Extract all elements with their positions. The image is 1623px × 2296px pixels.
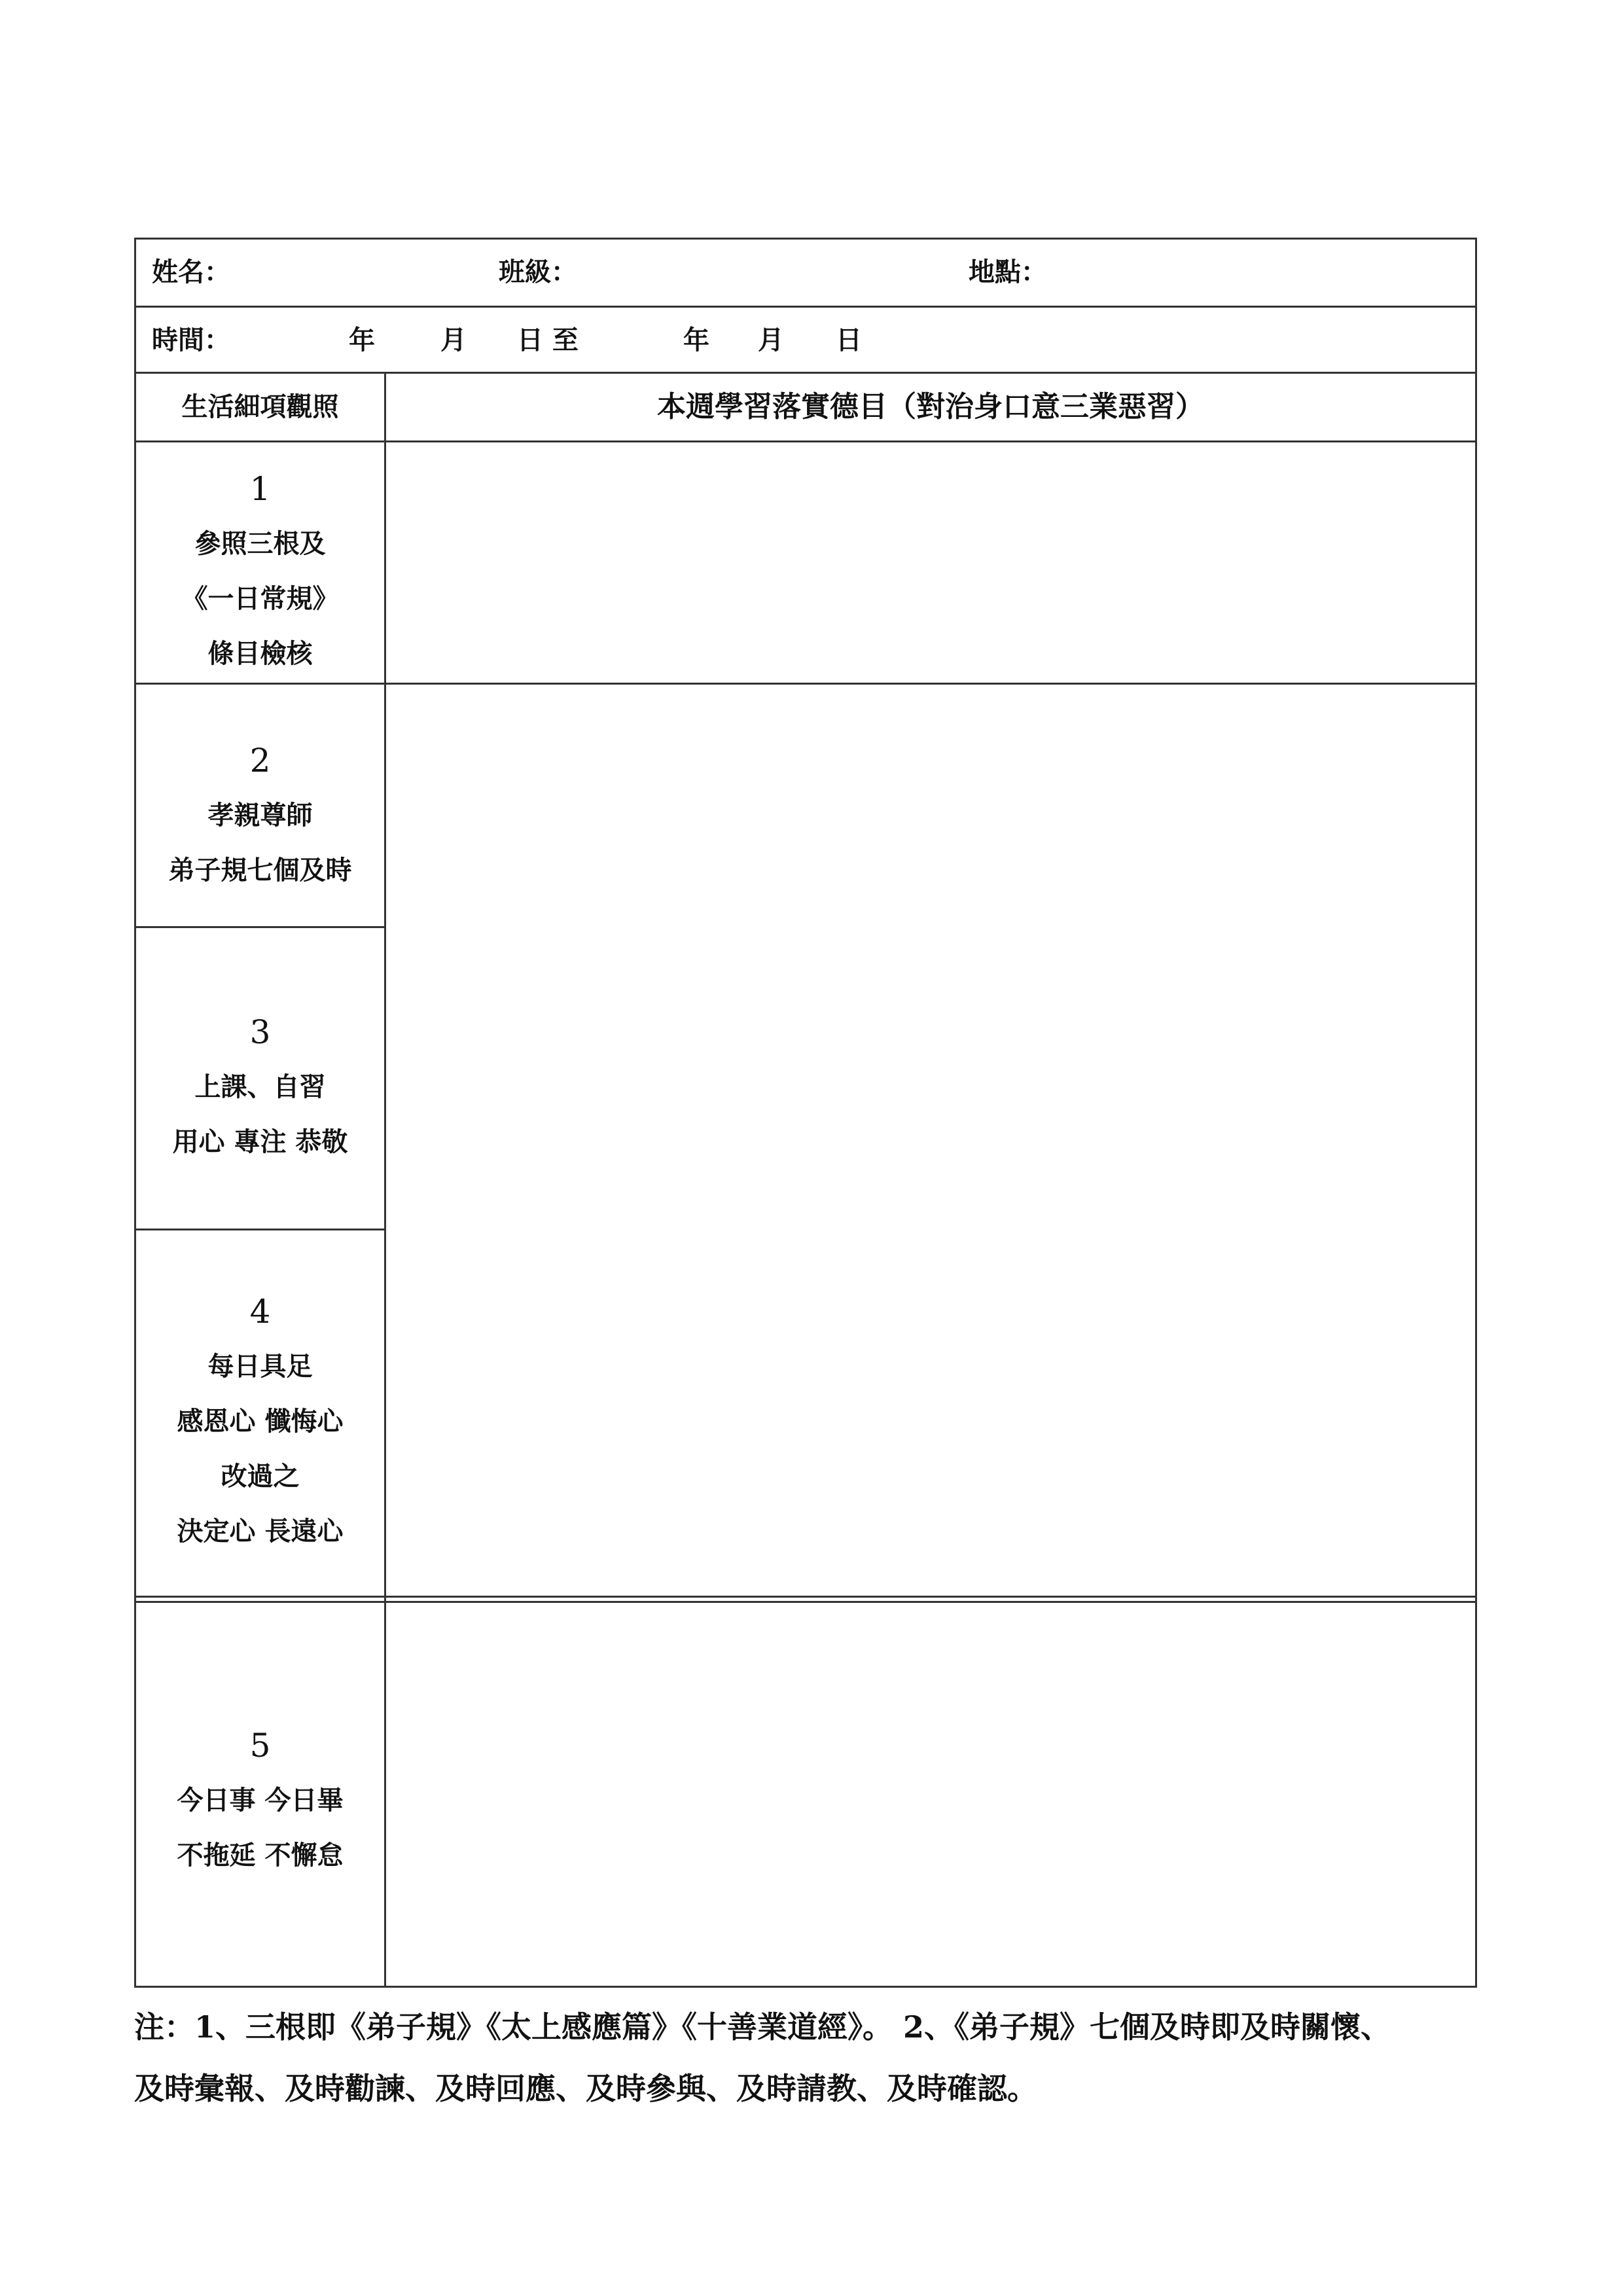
item-3-line: 用心 專注 恭敬 — [172, 1126, 348, 1157]
class-label: 班級： — [499, 257, 577, 287]
footnote-line-1: 注：1、三根即《弟子規》《太上感應篇》《十善業道經》。 2、《弟子規》七個及時即及時關懷、 — [134, 2009, 1391, 2045]
row-divider-4 — [134, 683, 1477, 685]
table-border-right — [1475, 238, 1477, 1988]
item-1-line: 《一日常規》 — [181, 583, 339, 614]
item-4-label — [136, 1284, 384, 1559]
item-4-line: 感恩心 懺悔心 — [177, 1406, 344, 1437]
row-divider-6 — [134, 1229, 386, 1230]
item-4-line: 每日具足 — [207, 1351, 313, 1382]
row-divider-1 — [134, 306, 1477, 308]
item-3-line: 上課、自習 — [194, 1071, 326, 1102]
item-2-number: 2 — [249, 742, 271, 780]
item-1-answer-area[interactable] — [387, 444, 1474, 681]
column-divider — [384, 372, 386, 1988]
month-label-1: 月 — [440, 325, 467, 355]
item-3-label — [136, 1005, 384, 1170]
item-2-label — [136, 733, 384, 898]
time-label: 時間： — [152, 325, 230, 355]
column-header-observation: 生活細項觀照 — [181, 391, 339, 422]
table-border-top — [134, 238, 1477, 240]
class-field[interactable] — [589, 243, 955, 302]
item-5-number: 5 — [249, 1727, 271, 1765]
item-5-answer-area[interactable] — [387, 1604, 1474, 1984]
item-2-line: 弟子規七個及時 — [168, 855, 352, 886]
row-divider-5 — [134, 926, 386, 928]
item-1-number: 1 — [249, 470, 271, 508]
time-field[interactable] — [242, 309, 1472, 369]
item-1-line: 條目檢核 — [207, 638, 313, 669]
footnote-line-2: 及時彙報、及時勸諫、及時回應、及時參與、及時請教、及時確認。 — [134, 2071, 1037, 2106]
name-field[interactable] — [242, 243, 491, 302]
item-2-line: 孝親尊師 — [207, 800, 313, 831]
item-4-line: 決定心 長遠心 — [177, 1516, 344, 1547]
item-5-label — [136, 1718, 384, 1883]
row-divider-2 — [134, 372, 1477, 374]
location-field[interactable] — [1060, 243, 1466, 302]
row-divider-3 — [134, 440, 1477, 442]
month-label-2: 月 — [758, 325, 784, 355]
year-label-2: 年 — [683, 325, 709, 355]
day-label-2: 日 — [836, 325, 862, 355]
footnote — [134, 1996, 1541, 2119]
table-border-bottom-a — [134, 1596, 1477, 1598]
item-5-line: 今日事 今日畢 — [177, 1785, 344, 1816]
item-4-number: 4 — [249, 1293, 271, 1331]
name-label: 姓名： — [152, 257, 230, 287]
column-header-virtue-practice: 本週學習落實德目（對治身口意三業惡習） — [657, 390, 1204, 423]
item-3-number: 3 — [249, 1013, 271, 1051]
year-label-1: 年 — [349, 325, 375, 355]
table-border-bottom-b — [134, 1986, 1477, 1988]
location-label: 地點： — [969, 257, 1047, 287]
day-to-label: 日 至 — [517, 325, 579, 355]
table-border-top-b — [134, 1601, 1477, 1603]
item-5-line: 不拖延 不懈怠 — [177, 1840, 344, 1871]
item-1-line: 參照三根及 — [194, 528, 326, 559]
items-2-4-answer-area[interactable] — [387, 686, 1474, 1594]
item-1-label — [136, 461, 384, 681]
item-4-line: 改過之 — [221, 1461, 300, 1492]
